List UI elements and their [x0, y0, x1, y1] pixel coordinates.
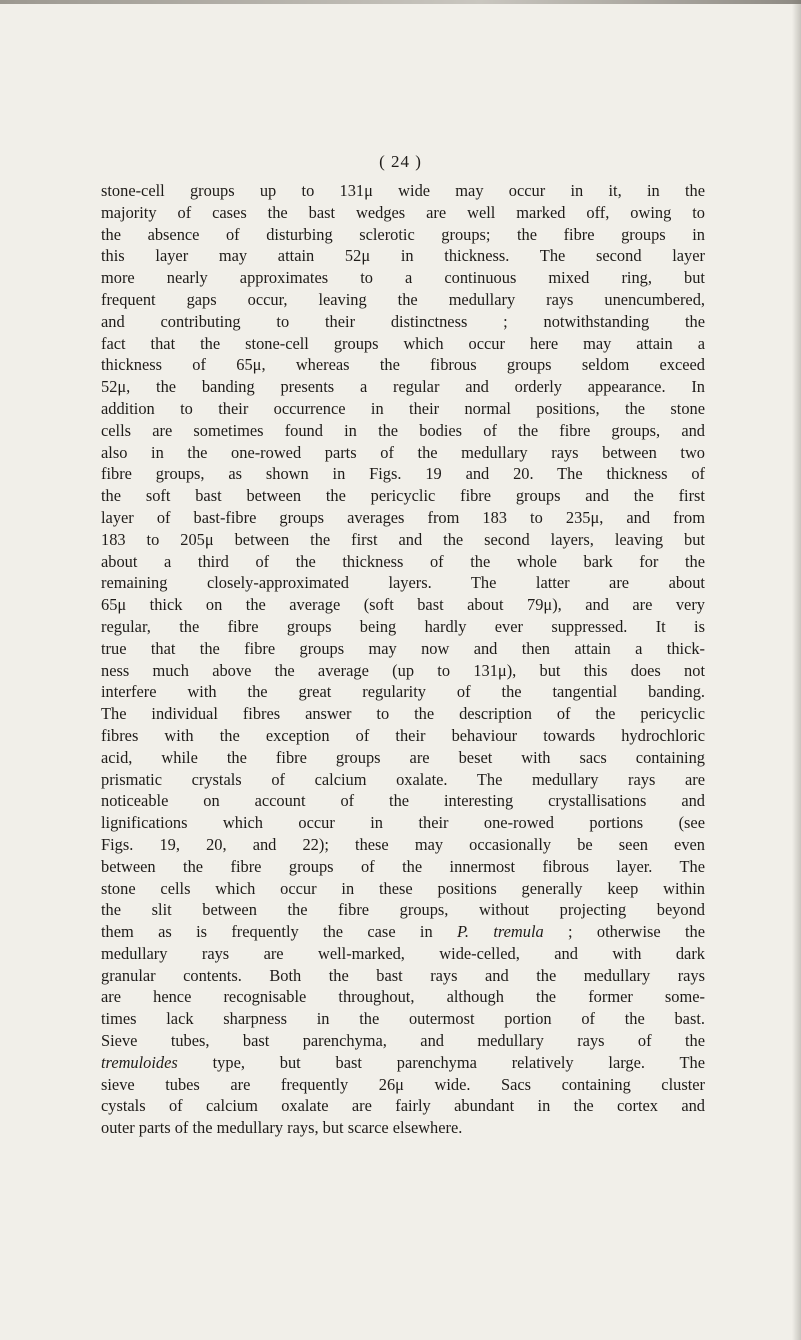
- text-line: stone cells which occur in these positions generally keep within: [101, 878, 705, 898]
- text-line: thickness of 65μ, whereas the fibrous groups seldom exceed: [101, 355, 705, 375]
- text-line: addition to their occurrence in their normal positions, the stone: [101, 398, 705, 418]
- text-line: cells are sometimes found in the bodies of the fibre groups, and: [101, 420, 705, 440]
- text-line: 183 to 205μ between the first and the second layers, leaving but: [101, 529, 705, 549]
- text-line: the soft bast between the pericyclic fibre groups and the first: [101, 486, 705, 506]
- page-top-rule: [0, 0, 801, 4]
- page-edge-shadow: [792, 0, 801, 1340]
- text-line: lignifications which occur in their one-rowed portions (see: [101, 813, 705, 833]
- italic-species-name: P. tremula: [457, 922, 544, 942]
- text-line: and contributing to their distinctness ; notwithstanding the: [101, 311, 705, 331]
- text-line: between the fibre groups of the innermost fibrous layer. The: [101, 856, 705, 876]
- text-line: Sieve tubes, bast parenchyma, and medullary rays of the: [101, 1031, 705, 1051]
- text-line: interfere with the great regularity of the tangential banding.: [101, 682, 705, 702]
- text-line: acid, while the fibre groups are beset with sacs containing: [101, 747, 705, 767]
- text-line: fact that the stone-cell groups which occur here may attain a: [101, 333, 705, 353]
- text-line: remaining closely-approximated layers. The latter are about: [101, 573, 705, 593]
- text-line: the absence of disturbing sclerotic groups; the fibre groups in: [101, 224, 705, 244]
- text-line: tremuloides type, but bast parenchyma relatively large. The: [101, 1052, 705, 1072]
- text-line: the slit between the fibre groups, without projecting beyond: [101, 900, 705, 920]
- text-line: also in the one-rowed parts of the medullary rays between two: [101, 442, 705, 462]
- italic-species-name: tremuloides: [101, 1052, 178, 1072]
- text-line: The individual fibres answer to the description of the pericyclic: [101, 704, 705, 724]
- text-line: ness much above the average (up to 131μ), but this does not: [101, 660, 705, 680]
- text-line: sieve tubes are frequently 26μ wide. Sacs containing cluster: [101, 1074, 705, 1094]
- text-line: times lack sharpness in the outermost portion of the bast.: [101, 1009, 705, 1029]
- page-number: ( 24 ): [379, 152, 422, 171]
- text-line: true that the fibre groups may now and then attain a thick-: [101, 638, 705, 658]
- text-line: 52μ, the banding presents a regular and orderly appearance. In: [101, 377, 705, 397]
- text-line: frequent gaps occur, leaving the medullary rays unencumbered,: [101, 289, 705, 309]
- text-line: fibres with the exception of their behaviour towards hydrochloric: [101, 725, 705, 745]
- text-line: medullary rays are well-marked, wide-celled, and with dark: [101, 943, 705, 963]
- text-line: stone-cell groups up to 131μ wide may occur in it, in the: [101, 181, 705, 200]
- text-line: them as is frequently the case in P. tremula ; otherwise the: [101, 922, 706, 942]
- text-line: majority of cases the bast wedges are well marked off, owing to: [101, 202, 705, 222]
- text-line: prismatic crystals of calcium oxalate. The medullary rays are: [101, 769, 705, 789]
- body-paragraph: [101, 180, 705, 1139]
- text-line: more nearly approximates to a continuous mixed ring, but: [101, 268, 705, 288]
- text-line: are hence recognisable throughout, although the former some-: [101, 987, 705, 1007]
- text-line: regular, the fibre groups being hardly ever suppressed. It is: [101, 616, 705, 636]
- text-line: cystals of calcium oxalate are fairly abundant in the cortex and: [101, 1096, 705, 1116]
- text-line: outer parts of the medullary rays, but scarce elsewhere.: [101, 1118, 463, 1138]
- text-line: this layer may attain 52μ in thickness. The second layer: [101, 246, 705, 266]
- text-line: about a third of the thickness of the whole bark for the: [101, 551, 705, 571]
- text-line: noticeable on account of the interesting crystallisations and: [101, 791, 705, 811]
- text-line: Figs. 19, 20, and 22); these may occasionally be seen even: [101, 834, 705, 854]
- text-line: 65μ thick on the average (soft bast about 79μ), and are very: [101, 595, 705, 615]
- text-line: fibre groups, as shown in Figs. 19 and 20. The thickness of: [101, 464, 705, 484]
- text-line: granular contents. Both the bast rays and the medullary rays: [101, 965, 705, 985]
- text-line: layer of bast-fibre groups averages from 183 to 235μ, and from: [101, 507, 705, 527]
